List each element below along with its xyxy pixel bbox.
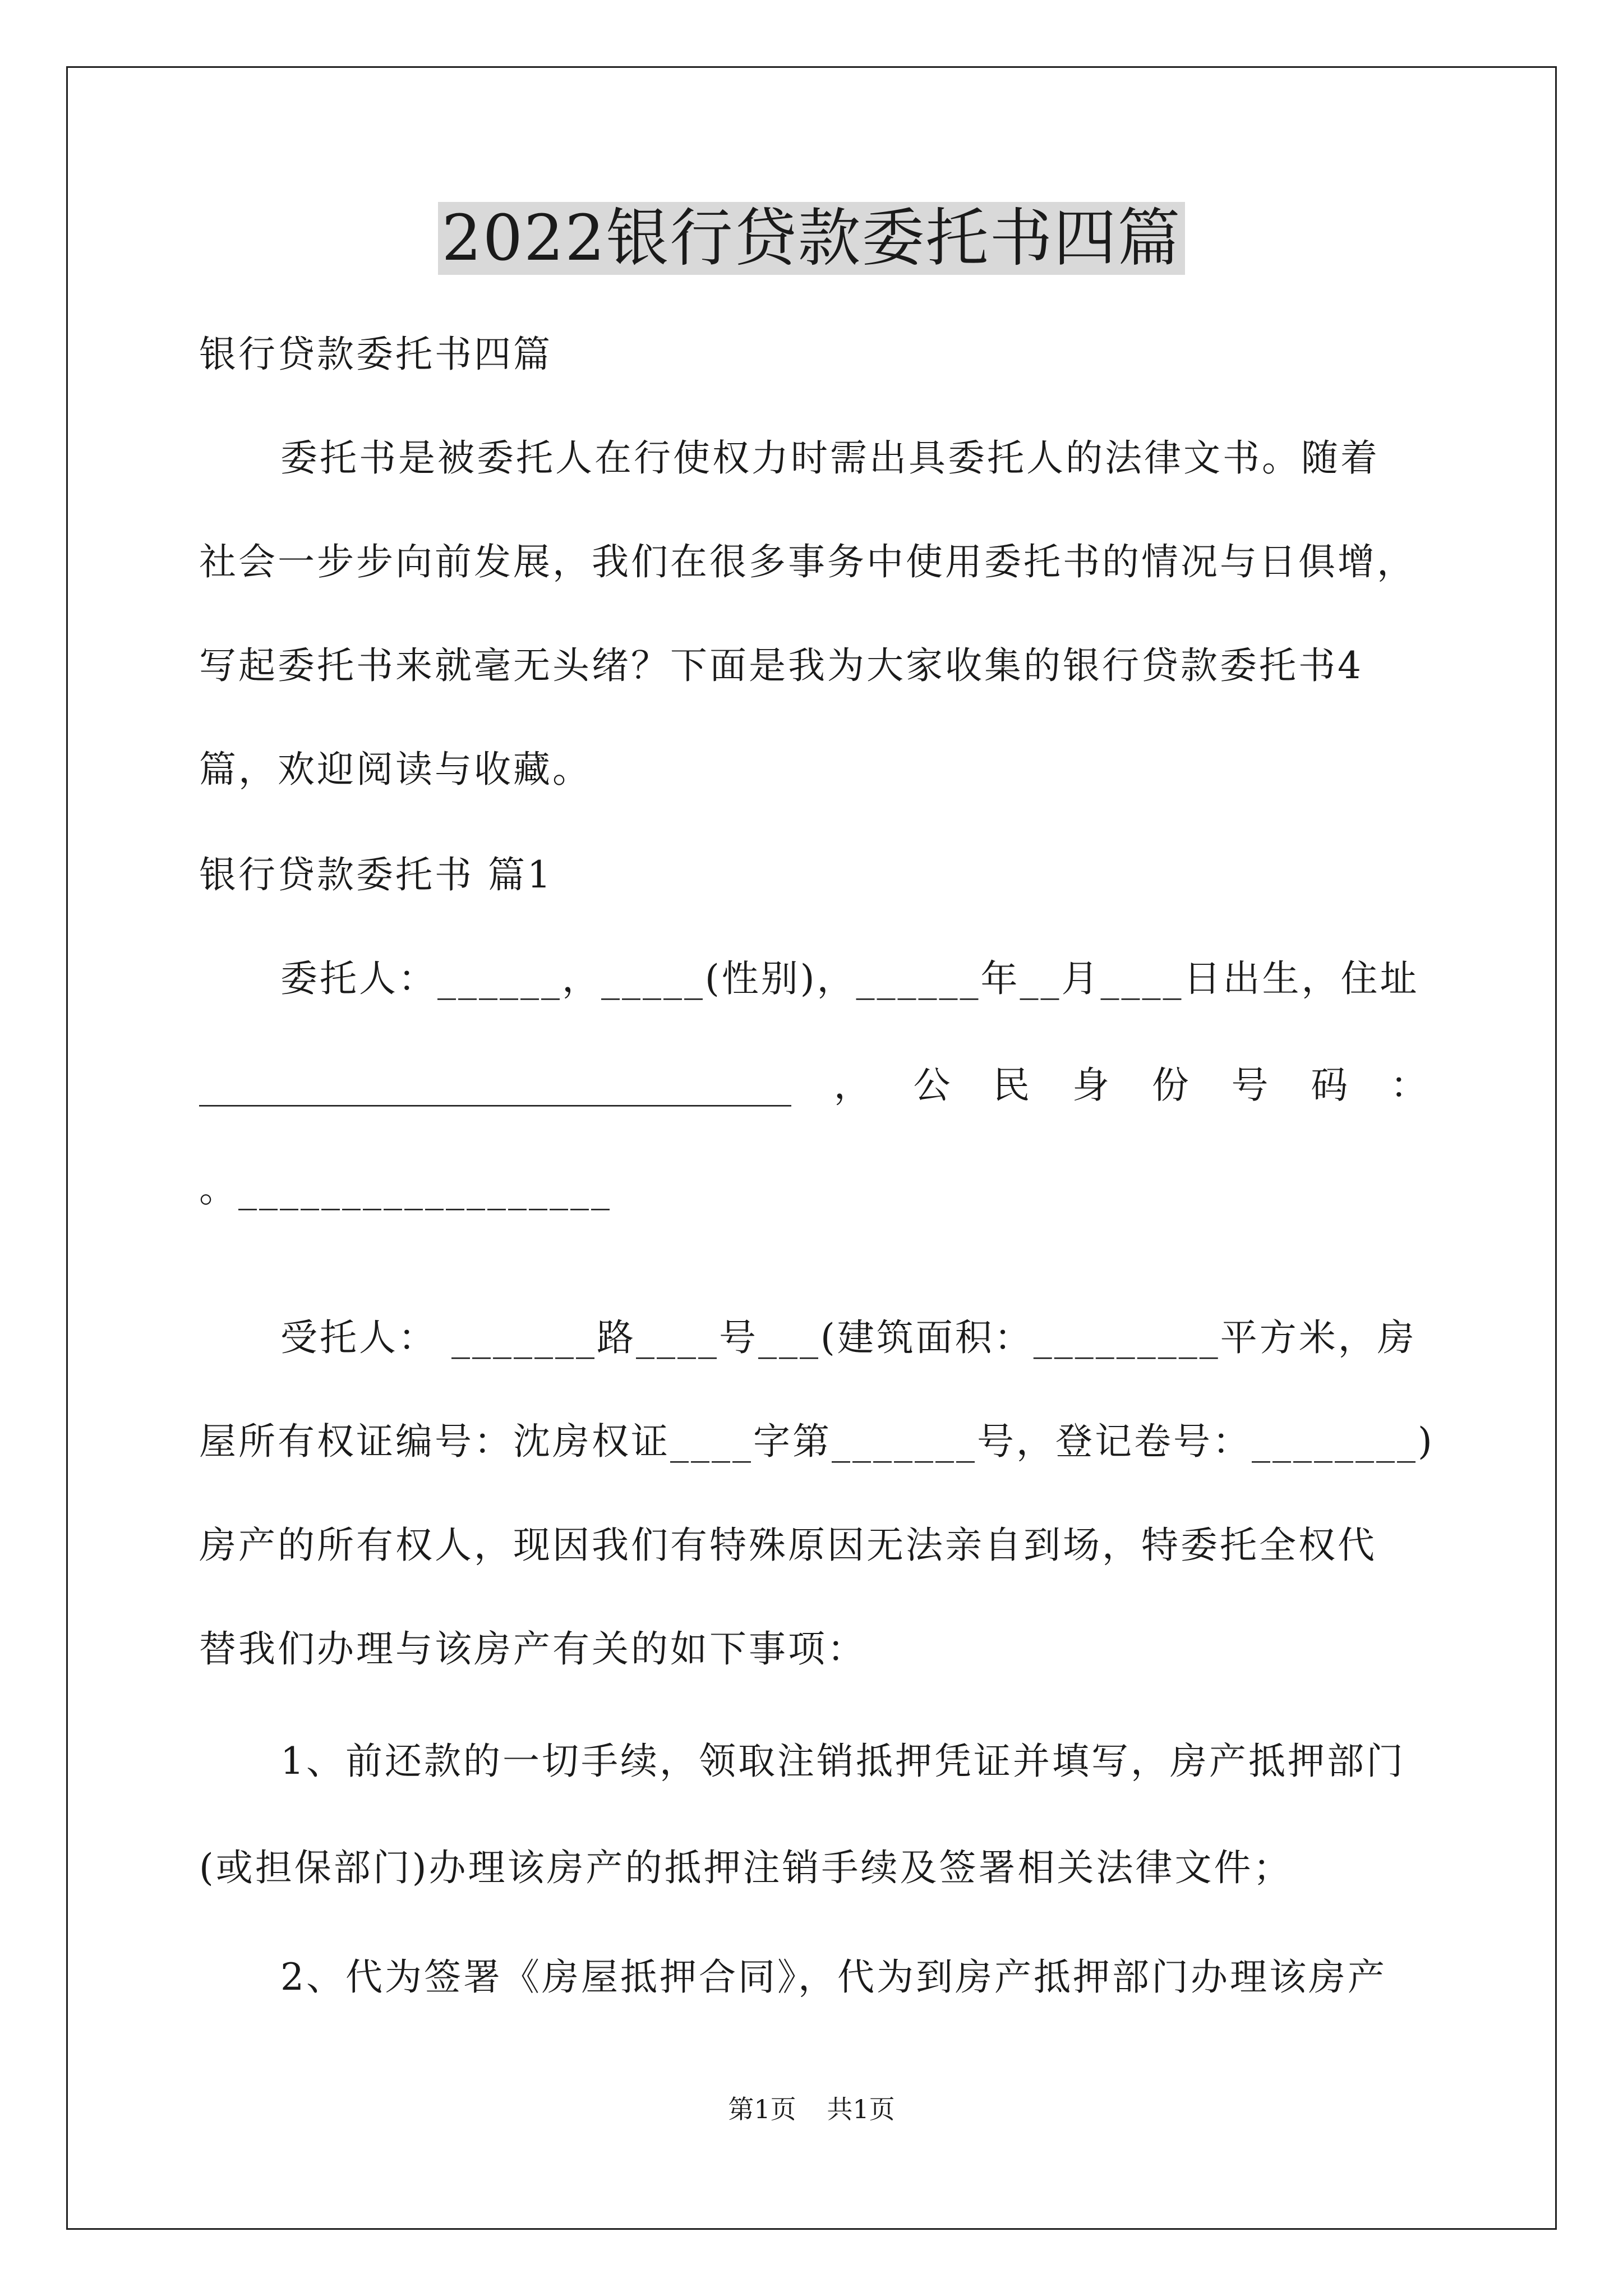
id-label-char: 码 [1311, 1064, 1348, 1107]
form-line: 委托人：______，_____(性别)，______年__月____日出生，住址 [280, 957, 1419, 1000]
paragraph-line: 委托书是被委托人在行使权力时需出具委托人的法律文书。随着 [280, 436, 1380, 480]
form-line: 屋所有权证编号：沈房权证____字第_______号，登记卷号：________) [199, 1420, 1435, 1463]
paragraph-line: 房产的所有权人，现因我们有特殊原因无法亲自到场，特委托全权代 [199, 1524, 1377, 1567]
id-label-char: 民 [993, 1064, 1030, 1107]
section-heading: 银行贷款委托书 篇1 [199, 853, 553, 896]
list-item: (或担保部门)办理该房产的抵押注销手续及签署相关法律文件； [199, 1846, 1293, 1889]
document-title: 2022银行贷款委托书四篇 [0, 196, 1623, 280]
page-footer [0, 2092, 1623, 2126]
paragraph-line: 社会一步步向前发展，我们在很多事务中使用委托书的情况与日俱增， [199, 540, 1416, 583]
page-total: 共1页 [827, 2094, 895, 2124]
id-label-char: 公 [913, 1064, 951, 1107]
paragraph-line: 写起委托书来就毫无头绪？下面是我为大家收集的银行贷款委托书4 [199, 644, 1363, 687]
id-label-char: ： [1390, 1064, 1427, 1107]
id-label-char: 号 [1231, 1064, 1269, 1107]
paragraph-line: 篇，欢迎阅读与收藏。 [199, 748, 592, 791]
form-line: 。__________________ [199, 1167, 612, 1211]
list-item: 2、代为签署《房屋抵押合同》，代为到房产抵押部门办理该房产 [280, 1955, 1387, 1999]
subtitle-line: 银行贷款委托书四篇 [199, 333, 552, 376]
list-item: 1、前还款的一切手续，领取注销抵押凭证并填写，房产抵押部门 [280, 1740, 1405, 1783]
paragraph-line: 替我们办理与该房产有关的如下事项： [199, 1627, 866, 1671]
id-label-char: ， [833, 1064, 871, 1107]
id-label-char: 身 [1072, 1064, 1109, 1107]
id-label-char: 份 [1151, 1064, 1189, 1107]
page-number: 第1页 [728, 2094, 796, 2124]
page-border [66, 66, 1557, 2230]
form-line: 受托人： _______路____号___(建筑面积：_________平方米，房 [280, 1316, 1417, 1359]
address-blank: ________________________________ [199, 1064, 791, 1107]
id-number-line [199, 1057, 1427, 1114]
